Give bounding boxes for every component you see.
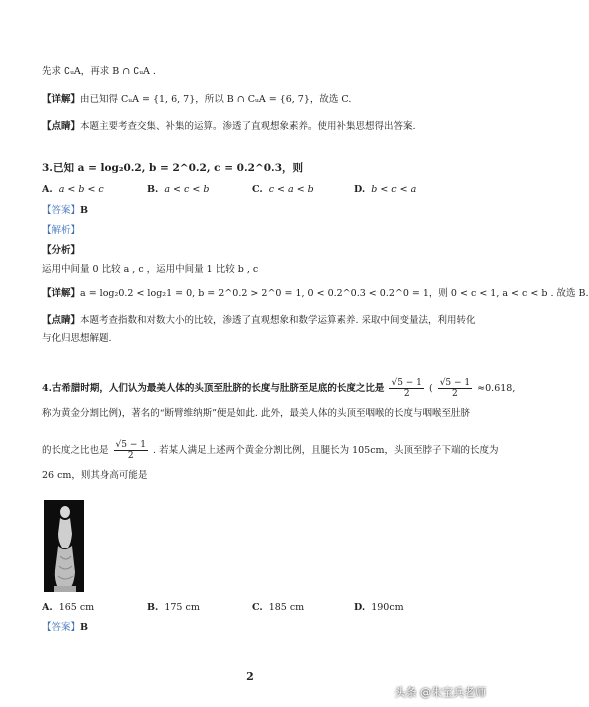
option-text: 175 cm: [164, 602, 200, 613]
q3-option-a: [42, 184, 104, 195]
option-text: a < b < c: [58, 184, 104, 195]
q3-detail-line: [42, 288, 589, 300]
prev-detail-line: [42, 94, 351, 106]
venus-statue-image: [44, 500, 84, 592]
answer-tag: 【答案】: [42, 205, 81, 216]
option-text: 190cm: [371, 602, 404, 613]
q4-option-b: [147, 602, 200, 613]
q4-line4: 26 cm，则其身高可能是: [42, 470, 148, 481]
option-letter: B.: [147, 184, 159, 195]
q3-comment-line: [42, 315, 476, 327]
comment-text: 本题主要考查交集、补集的运算。渗透了直观想象素养。使用补集思想得出答案.: [80, 121, 416, 132]
approx-value: ≈0.618,: [477, 383, 516, 394]
q3-comment-line2: 与化归思想解题.: [42, 333, 112, 344]
golden-ratio-fraction-2: $\frac{√5 - 1}{2}$: [439, 378, 471, 399]
q4-line3: [42, 440, 499, 461]
q4-line3-end: . 若某人满足上述两个黄金分割比例，且腿长为 105cm，头顶至脖子下端的长度为: [153, 445, 499, 456]
golden-ratio-fraction-3: $\frac{√5 - 1}{2}$: [115, 440, 146, 461]
option-letter: D.: [354, 602, 366, 613]
q3-fenxi-tag: 【分析】: [42, 245, 81, 256]
comment-text: 本题考查指数和对数大小的比较，渗透了直观想象和数学运算素养. 采取中间变量法，利用转化: [80, 315, 476, 326]
q3-option-d: [354, 184, 416, 195]
option-text: 185 cm: [268, 602, 305, 613]
prev-comment-line: [42, 121, 416, 133]
comment-tag: 【点睛】: [42, 315, 81, 326]
q3-stem: 3.已知 a = log₂0.2, b = 2^0.2, c = 0.2^0.3，则: [42, 162, 304, 174]
watermark: 头条 @朱宝兵老师: [394, 686, 486, 699]
option-letter: A.: [42, 184, 53, 195]
detail-tag: 【详解】: [42, 94, 81, 105]
q3-option-c: [252, 184, 314, 195]
option-letter: C.: [252, 602, 263, 613]
prev-hint-line: 先求 ∁ᵤA，再求 B ∩ ∁ᵤA .: [42, 66, 156, 77]
comment-tag: 【点睛】: [42, 121, 81, 132]
statue-figure-icon: [44, 500, 84, 592]
q3-analysis-tag: 【解析】: [42, 225, 81, 236]
q4-line2: 称为黄金分割比例)，著名的“断臂维纳斯”便是如此. 此外，最美人体的头顶至咽喉的长度与咽喉至肚脐: [42, 408, 470, 419]
q4-answer-line: [42, 622, 88, 634]
option-letter: A.: [42, 602, 53, 613]
approx-open: (: [428, 383, 433, 394]
detail-tag: 【详解】: [42, 288, 81, 299]
option-letter: C.: [252, 184, 263, 195]
option-letter: B.: [147, 602, 159, 613]
option-text: a < c < b: [164, 184, 210, 195]
detail-text: a = log₂0.2 < log₂1 = 0, b = 2^0.2 > 2^0 = 1, 0 < 0.2^0.3 < 0.2^0 = 1，则 0 < c < 1, a < c < b . 故选 B.: [80, 288, 589, 299]
option-text: b < c < a: [371, 184, 417, 195]
q3-answer-line: [42, 205, 88, 217]
option-text: 165 cm: [58, 602, 95, 613]
q3-option-b: [147, 184, 209, 195]
q4-line1: [42, 378, 515, 399]
golden-ratio-fraction: $\frac{√5 - 1}{2}$: [391, 378, 422, 399]
option-text: c < a < b: [268, 184, 314, 195]
q3-fenxi-text: 运用中间量 0 比较 a , c ，运用中间量 1 比较 b , c: [42, 264, 259, 275]
option-letter: D.: [354, 184, 366, 195]
answer-value: B: [80, 622, 89, 633]
answer-tag: 【答案】: [42, 622, 81, 633]
detail-text: 由已知得 CᵤA = {1, 6, 7}，所以 B ∩ CᵤA = {6, 7}，故选 C.: [80, 94, 352, 105]
q4-option-d: [354, 602, 404, 613]
q4-stem-start: 4.古希腊时期，人们认为最美人体的头顶至肚脐的长度与肚脐至足底的长度之比是: [42, 383, 385, 394]
q4-line3-start: 的长度之比也是: [42, 445, 109, 456]
page-number: 2: [246, 670, 254, 683]
answer-value: B: [80, 205, 89, 216]
q4-option-a: [42, 602, 94, 613]
q4-option-c: [252, 602, 304, 613]
